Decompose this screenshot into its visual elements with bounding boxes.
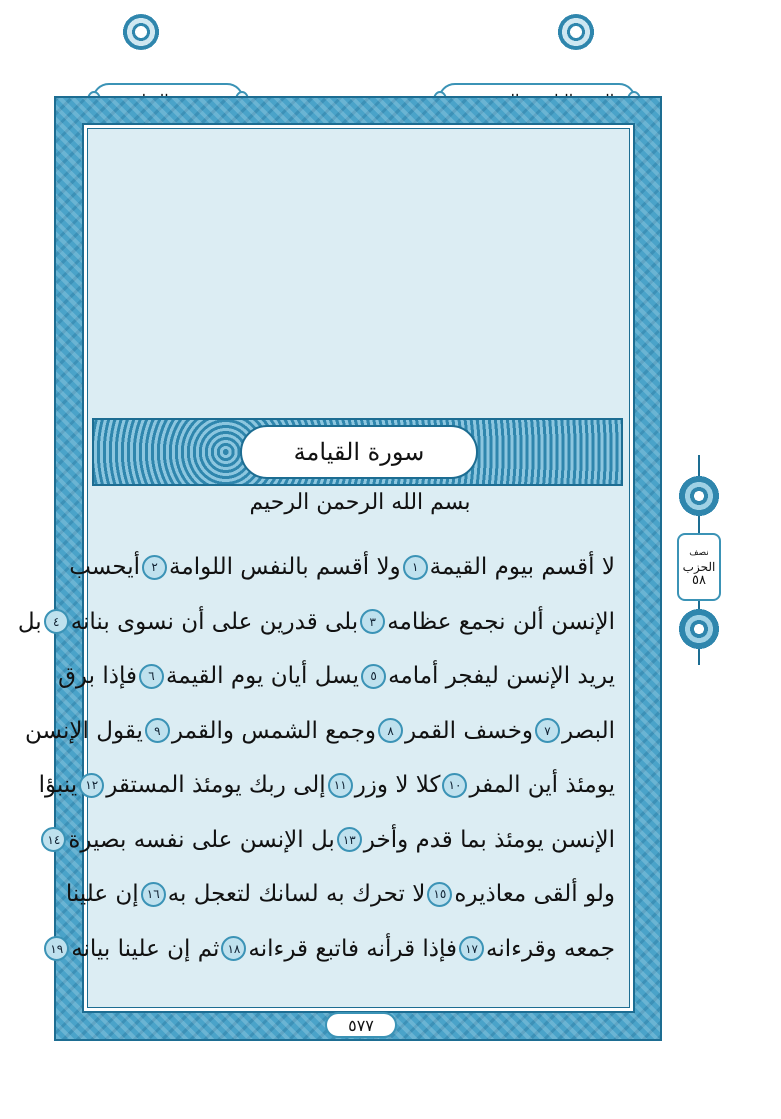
page-number-text: ٥٧٧ bbox=[348, 1015, 374, 1035]
verse-line bbox=[25, 704, 615, 759]
verse-line bbox=[58, 649, 615, 704]
verse-line bbox=[50, 922, 615, 977]
hizb-rosette-top-icon bbox=[678, 470, 720, 522]
verse-text-segment: أيحسب bbox=[69, 554, 141, 581]
verse-line bbox=[65, 867, 615, 922]
verse-line bbox=[17, 595, 615, 650]
verse-text-segment: لا تحرك به لسانك لتعجل به bbox=[167, 881, 426, 908]
hizb-marker bbox=[677, 533, 721, 601]
ayah-number-marker: ١٠ bbox=[442, 773, 467, 798]
verse-text-segment: ثم إن علينا بيانه bbox=[71, 935, 220, 962]
verse-text-segment: يسل أيان يوم القيمة bbox=[165, 663, 360, 690]
ayah-number-marker: ١٤ bbox=[41, 827, 66, 852]
surah-title-text: سورة القيامة bbox=[293, 438, 425, 466]
ayah-number-marker: ٦ bbox=[139, 664, 164, 689]
ayah-number-marker: ٩ bbox=[145, 718, 170, 743]
ayah-number-marker: ١٩ bbox=[44, 936, 69, 961]
hizb-rosette-bottom-icon bbox=[678, 608, 720, 650]
verse-text-segment: بل الإنسن على نفسه بصيرة bbox=[68, 826, 335, 853]
verse-text-segment: يقول الإنسن bbox=[25, 717, 143, 744]
ayah-number-marker: ٤ bbox=[44, 609, 69, 634]
ayah-number-marker: ٨ bbox=[378, 718, 403, 743]
page-number bbox=[325, 1012, 397, 1038]
ayah-number-marker: ١ bbox=[403, 555, 428, 580]
hizb-fraction-label: نصف bbox=[689, 548, 709, 558]
verse-line bbox=[69, 540, 615, 595]
verse-text-segment: إلى ربك يومئذ المستقر bbox=[106, 772, 326, 799]
ayah-number-marker: ١٧ bbox=[459, 936, 484, 961]
verse-text-segment: وجمع الشمس والقمر bbox=[171, 717, 377, 744]
hizb-word-label: الحزب bbox=[682, 560, 716, 574]
ayah-number-marker: ١٣ bbox=[337, 827, 362, 852]
ornament-right-icon bbox=[555, 14, 597, 50]
ayah-number-marker: ١٦ bbox=[141, 882, 166, 907]
verse-text-segment: فإذا قرأنه فاتبع قرءانه bbox=[248, 935, 458, 962]
basmala: بسم الله الرحمن الرحيم bbox=[249, 490, 471, 515]
verse-text-segment: بلى قدرين على أن نسوى بنانه bbox=[70, 608, 359, 635]
verse-text-segment: ولو ألقى معاذيره bbox=[454, 881, 615, 908]
verse-text-segment: الإنسن يومئذ بما قدم وأخر bbox=[363, 826, 615, 853]
ayah-number-marker: ١٥ bbox=[427, 882, 452, 907]
ayah-number-marker: ٧ bbox=[535, 718, 560, 743]
verse-text-segment: ولا أقسم بالنفس اللوامة bbox=[169, 554, 401, 581]
verse-text-segment: بل bbox=[17, 608, 42, 635]
surah-title bbox=[240, 425, 478, 479]
verse-text-segment: كلا لا وزر bbox=[354, 772, 441, 799]
hizb-number: ٥٨ bbox=[692, 573, 706, 588]
ornament-left-icon bbox=[120, 14, 162, 50]
verse-text-segment: جمعه وقرءانه bbox=[486, 935, 615, 962]
ayah-number-marker: ٥ bbox=[361, 664, 386, 689]
verse-text-segment: فإذا برق bbox=[58, 663, 137, 690]
verse-text-segment: لا أقسم بيوم القيمة bbox=[429, 554, 615, 581]
verse-text-segment: وخسف القمر bbox=[405, 717, 534, 744]
ayah-number-marker: ١٨ bbox=[221, 936, 246, 961]
ayah-number-marker: ١١ bbox=[328, 773, 353, 798]
verse-text-segment: يريد الإنسن ليفجر أمامه bbox=[388, 663, 615, 690]
verse-text-segment: البصر bbox=[562, 717, 615, 744]
verse-text-block bbox=[17, 540, 615, 976]
verse-text-segment: الإنسن ألن نجمع عظامه bbox=[387, 608, 615, 635]
verse-text-segment: يومئذ أين المفر bbox=[469, 772, 615, 799]
verse-text-segment: إن علينا bbox=[65, 881, 139, 908]
ayah-number-marker: ٣ bbox=[360, 609, 385, 634]
verse-line bbox=[38, 758, 615, 813]
verse-line bbox=[47, 813, 615, 868]
ayah-number-marker: ١٢ bbox=[79, 773, 104, 798]
verse-text-segment: ينبؤا bbox=[38, 772, 78, 799]
ayah-number-marker: ٢ bbox=[142, 555, 167, 580]
